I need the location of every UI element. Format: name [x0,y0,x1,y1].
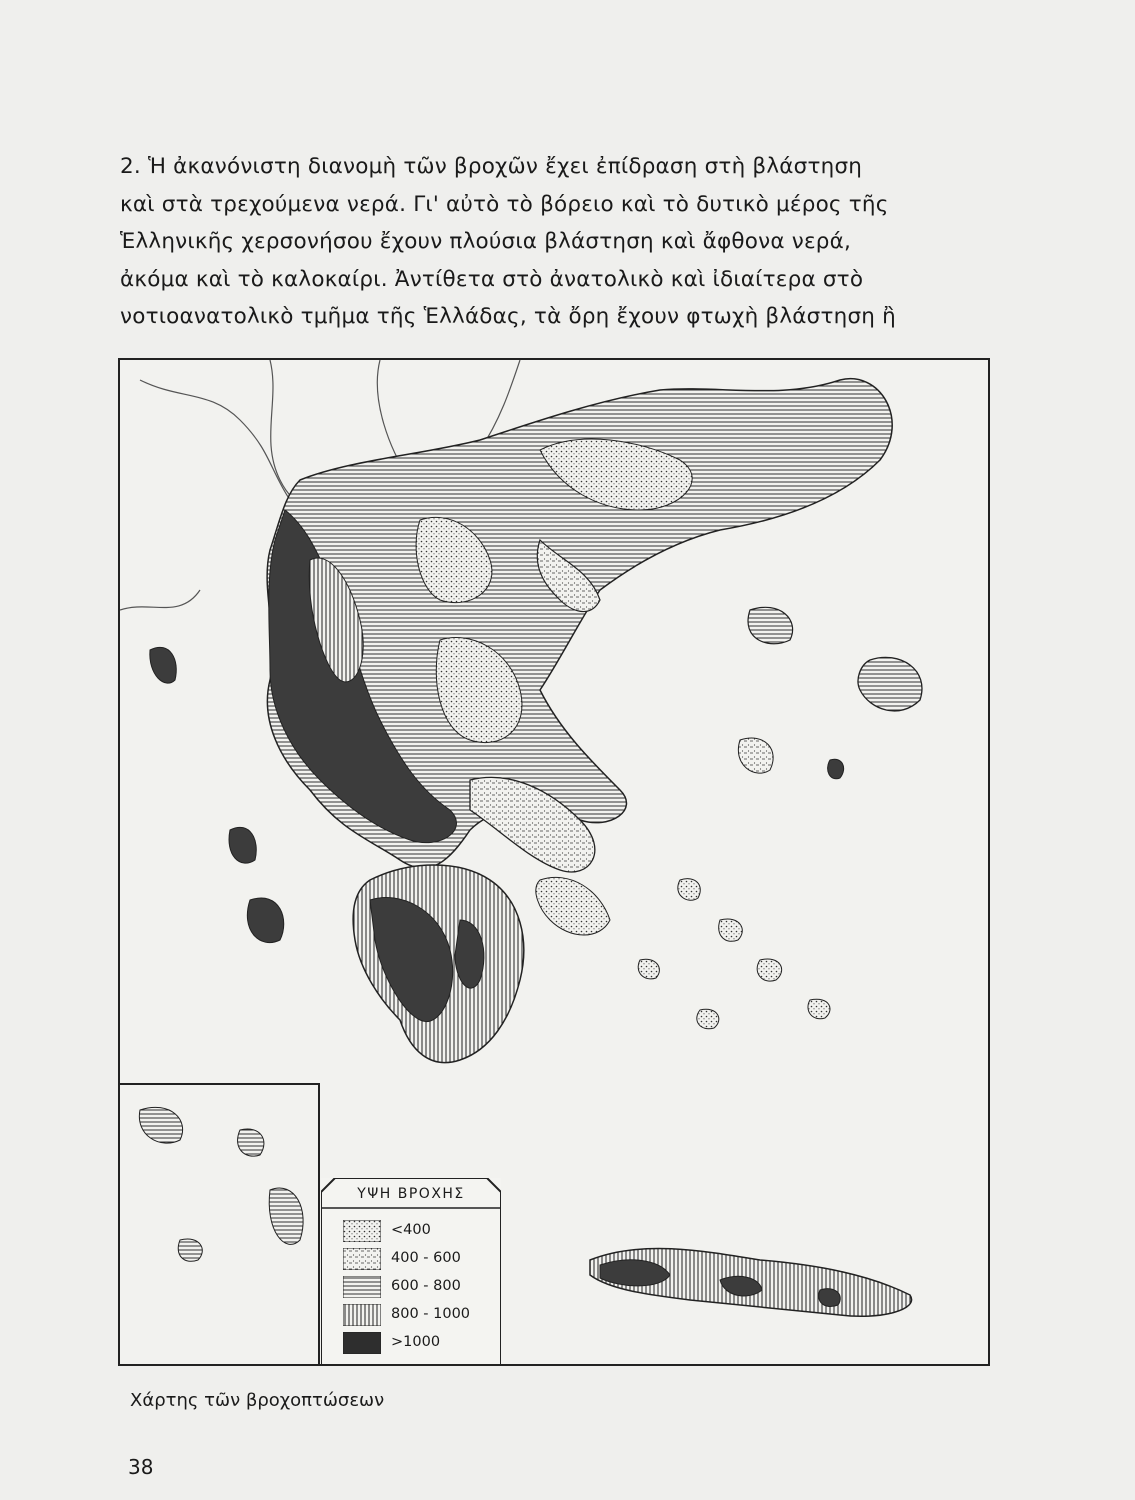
legend-swatch-solid [343,1332,381,1354]
dry-region [536,877,610,935]
legend-swatch-horizontal [343,1276,381,1298]
paragraph-line: νοτιοανατολικὸ τμῆμα τῆς Ἑλλάδας, τὰ ὄρη ἔχουν φτωχὴ βλάστηση ἢ [120,304,896,329]
rainfall-map [118,358,990,1366]
legend-swatch-vertical [343,1304,381,1326]
legend-title: ΥΨΗ ΒΡΟΧΗΣ [357,1186,465,1202]
inset-frame [120,1083,320,1366]
legend-item [343,1220,503,1244]
legend-label: 600 - 800 [391,1278,461,1294]
paragraph-line: Ἑλληνικῆς χερσονήσου ἔχουν πλούσια βλάστηση καὶ ἄφθονα νερά, [120,229,852,254]
island [738,738,773,773]
island [247,898,283,943]
cyclades-islands [638,879,830,1029]
island [748,607,793,643]
legend-item [343,1248,503,1272]
legend-swatch-dots [343,1220,381,1242]
legend-label: 400 - 600 [391,1250,461,1266]
legend-item [343,1304,503,1328]
paragraph-line: 2. Ἡ ἀκανόνιστη διανομὴ τῶν βροχῶν ἔχει ἐπίδραση στὴ βλάστηση [120,154,863,179]
island [828,759,844,779]
legend-swatch-light [343,1248,381,1270]
paragraph-line: ἀκόμα καὶ τὸ καλοκαίρι. Ἀντίθετα στὸ ἀνατολικὸ καὶ ἰδιαίτερα στὸ [120,266,864,292]
legend-item [343,1332,503,1356]
island [150,647,176,683]
legend-item [343,1276,503,1300]
paragraph-line: καὶ στὰ τρεχούμενα νερά. Γι' αὐτὸ τὸ βόρειο καὶ τὸ δυτικὸ μέρος τῆς [120,191,889,217]
border-line [120,590,200,610]
body-paragraph [120,148,980,336]
map-legend [321,1178,501,1366]
island-lesvos [858,657,922,711]
high-rainfall-region [819,1289,841,1307]
border-line [140,380,290,500]
island [229,827,256,863]
map-caption: Χάρτης τῶν βροχοπτώσεων [130,1390,385,1411]
legend-label: 800 - 1000 [391,1306,471,1322]
page-number: 38 [128,1455,154,1479]
legend-label: <400 [391,1222,431,1238]
legend-label: >1000 [391,1334,441,1350]
